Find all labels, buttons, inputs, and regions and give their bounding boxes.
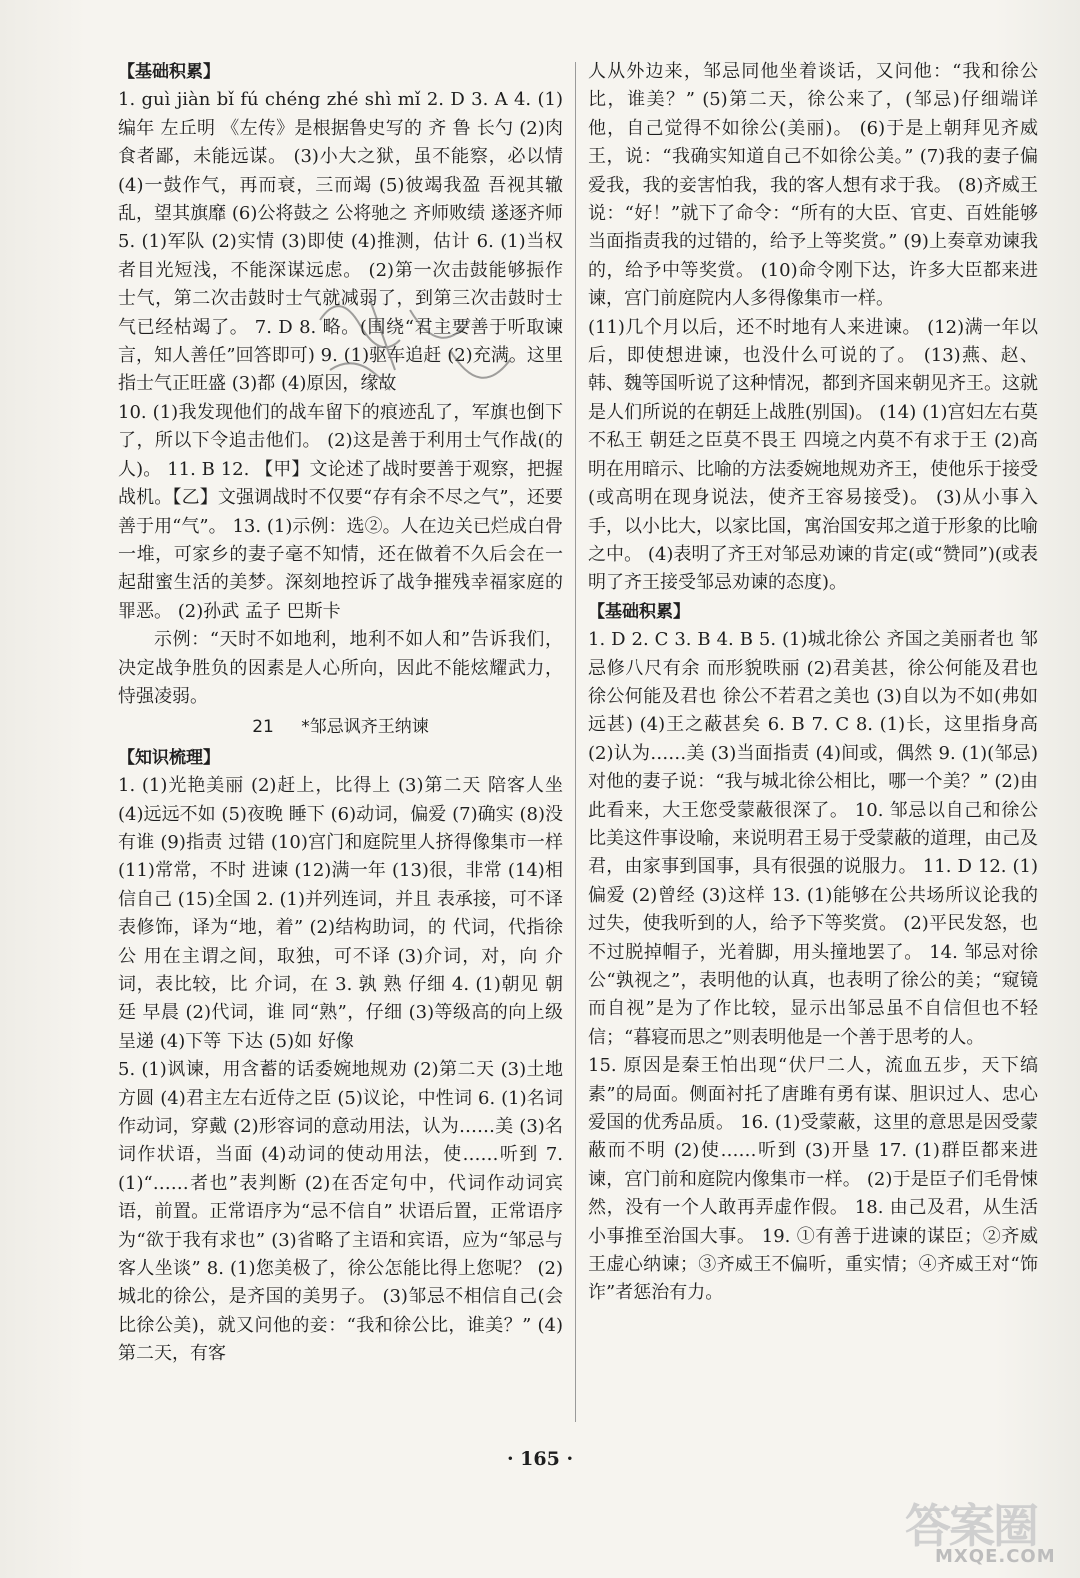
answer-paragraph: 1. (1)光艳美丽 (2)赶上，比得上 (3)第二天 陪客人坐 (4)远远不如 (5)夜晚 睡下 (6)动词，偏爱 (7)确实 (8)没有谁 (9)指责 过错 (10)宫门和庭院里人挤得像集市一样 (11)常常，不时 进谏 (12)满一年 (13)很，非常 (14)相信自己 (15)全国 2. (1)并列连词，并且 表承接，可不译 表修饰，译为“地，着” (2)结构助词，的 代词，代指徐公 用在主谓之间，取独，可不译 (3)介词，对，向 介词，表比较，比 介词，在 3. 孰 熟 仔细 4. (1)朝见 朝廷 早晨 (2)代词，谁 同“熟”，仔细 (3)等级高的向上级呈递 (4)下等 下达 (5)如 好像 — [118, 775, 563, 1052]
answer-paragraph: 1. guì jiàn bǐ fú chéng zhé shì mǐ 2. D 3. A 4. (1)编年 左丘明 《左传》是根据鲁史写的 齐 鲁 长勺 (2)肉食者鄙，未能远谋。 (3)小大之狱，虽不能察，必以情 (4)一鼓作气，再而衰，三而竭 (5)彼竭我盈 吾视其辙乱，望其旗靡 (6)公将鼓之 公将驰之 齐师败绩 遂逐齐师 5. (1)军队 (2)实情 (3)即使 (4)推测，估计 6. (1)当权者目光短浅，不能深谋远虑。 (2)第一次击鼓能够振作士气，第二次击鼓时士气就减弱了，到第三次击鼓时士气已经枯竭了。 7. D 8. 略。(围绕“君主要善于听取谏言，知人善任”回答即可) 9. (1)驱车追赶 (2)充满。这里指士气正旺盛 (3)都 (4)原因，缘故 — [118, 89, 563, 395]
column-divider — [575, 62, 576, 1422]
answer-paragraph: 10. (1)我发现他们的战车留下的痕迹乱了，军旗也倒下了，所以下令追击他们。 (2)这是善于利用士气作战(的人)。 11. B 12. 【甲】文论述了战时要善于观察，把握战机。【乙】文强调战时不仅要“存有余不尽之气”，还要善于用“气”。 13. (1)示例：选②。人在边关已烂成白骨一堆，可家乡的妻子毫不知情，还在做着不久后会在一起甜蜜生活的美梦。深刻地控诉了战争摧残幸福家庭的罪恶。 (2)孙武 孟子 巴斯卡 — [118, 401, 563, 622]
watermark-main-text: 答案圈 — [905, 1499, 1037, 1553]
answer-paragraph: 示例：“天时不如地利，地利不如人和”告诉我们，决定战争胜负的因素是人心所向，因此不能炫耀武力，恃强凌弱。 — [118, 629, 563, 707]
section-heading-basic: 【基础积累】 — [588, 601, 690, 622]
watermark-logo — [905, 1490, 1065, 1570]
handwritten-scribble — [300, 280, 530, 410]
page-number: · 165 · — [506, 1448, 574, 1470]
lesson-number: 21 — [252, 717, 274, 738]
right-column — [588, 58, 1038, 1308]
left-column — [118, 58, 563, 1369]
answer-paragraph: 1. D 2. C 3. B 4. B 5. (1)城北徐公 齐国之美丽者也 邹忌修八尺有余 而形貌昳丽 (2)君美甚，徐公何能及君也 徐公何能及君也 徐公不若君之美也 (3)自以为不如(弗如远甚) (4)王之蔽甚矣 6. B 7. C 8. (1)长，这里指身高 (2)认为……美 (3)当面指责 (4)间或，偶然 9. (1)(邹忌)对他的妻子说：“我与城北徐公相比，哪一个美？” (2)由此看来，大王您受蒙蔽很深了。 10. 邹忌以自己和徐公比美这件事设喻，来说明君王易于受蒙蔽的道理，由己及君，由家事到国事，具有很强的说服力。 11. D 12. (1)偏爱 (2)曾经 (3)这样 13. (1)能够在公共场所议论我的过失，使我听到的人，给予下等奖赏。 (2)平民发怒，也不过脱掉帽子，光着脚，用头撞地罢了。 14. 邹忌对徐公“孰视之”，表明他的认真，也表明了徐公的美；“窥镜而自视”是为了作比较，显示出邹忌虽不自信但也不轻信；“暮寝而思之”则表明他是一个善于思考的人。 — [588, 629, 1038, 1048]
answer-paragraph: 5. (1)讽谏，用含蓄的话委婉地规劝 (2)第二天 (3)土地方圆 (4)君主左右近侍之臣 (5)议论，中性词 6. (1)名词作动词，穿戴 (2)形容词的意动用法，认为……美 (3)名词作状语，当面 (4)动词的使动用法，使……听到 7. (1)“……者也”表判断 (2)在否定句中，代词作动词宾语，前置。正常语序为“忌不信自” 状语后置，正常语序为“欲于我有求也” (3)省略了主语和宾语，应为“邹忌与客人坐谈” 8. (1)您美极了，徐公怎能比得上您呢？ (2)城北的徐公，是齐国的美男子。 (3)邹忌不相信自己(会比徐公美)，就又问他的妾：“我和徐公比，谁美？” (4)第二天，有客 — [118, 1059, 563, 1365]
section-heading-knowledge: 【知识梳理】 — [118, 747, 220, 768]
lesson-title — [118, 713, 563, 741]
section-heading-basic: 【基础积累】 — [118, 62, 220, 82]
watermark-url: MXQE.COM — [935, 1546, 1056, 1567]
answer-paragraph: 15. 原因是秦王怕出现“伏尸二人，流血五步，天下缟素”的局面。侧面衬托了唐雎有勇有谋、胆识过人、忠心爱国的优秀品质。 16. (1)受蒙蔽，这里的意思是因受蒙蔽而不明 (2)使……听到 (3)开垦 17. (1)群臣都来进谏，宫门前和庭院内像集市一样。 (2)于是臣子们毛骨悚然，没有一个人敢再弄虚作假。 18. 由己及君，从生活小事推至治国大事。 19. ①有善于进谏的谋臣；②齐威王虚心纳谏；③齐威王不偏听，重实情；④齐威王对“饰诈”者惩治有力。 — [588, 1055, 1038, 1304]
answer-paragraph: (11)几个月以后，还不时地有人来进谏。 (12)满一年以后，即使想进谏，也没什么可说的了。 (13)燕、赵、韩、魏等国听说了这种情况，都到齐国来朝见齐王。这就是人们所说的在朝廷上战胜(别国)。 (14) (1)宫妇左右莫不私王 朝廷之臣莫不畏王 四境之内莫不有求于王 (2)高明在用暗示、比喻的方法委婉地规劝齐王，使他乐于接受(或高明在现身说法，使齐王容易接受)。 (3)从小事入手，以小比大，以家比国，寓治国安邦之道于形象的比喻之中。 (4)表明了齐王对邹忌劝谏的肯定(或“赞同”)(或表明了齐王接受邹忌劝谏的态度)。 — [588, 316, 1038, 594]
lesson-name: *邹忌讽齐王纳谏 — [301, 717, 429, 738]
answer-paragraph: 人从外边来，邹忌同他坐着谈话，又问他：“我和徐公比，谁美？” (5)第二天，徐公来了，(邹忌)仔细端详他，自己觉得不如徐公(美丽)。 (6)于是上朝拜见齐威王，说：“我确实知道自己不如徐公美。” (7)我的妻子偏爱我，我的妾害怕我，我的客人想有求于我。 (8)齐威王说：“好！”就下了命令：“所有的大臣、官吏、百姓能够当面指责我的过错的，给予上等奖赏。” (9)上奏章劝谏我的，给予中等奖赏。 (10)命令刚下达，许多大臣都来进谏，宫门前庭院内人多得像集市一样。 — [588, 61, 1038, 310]
